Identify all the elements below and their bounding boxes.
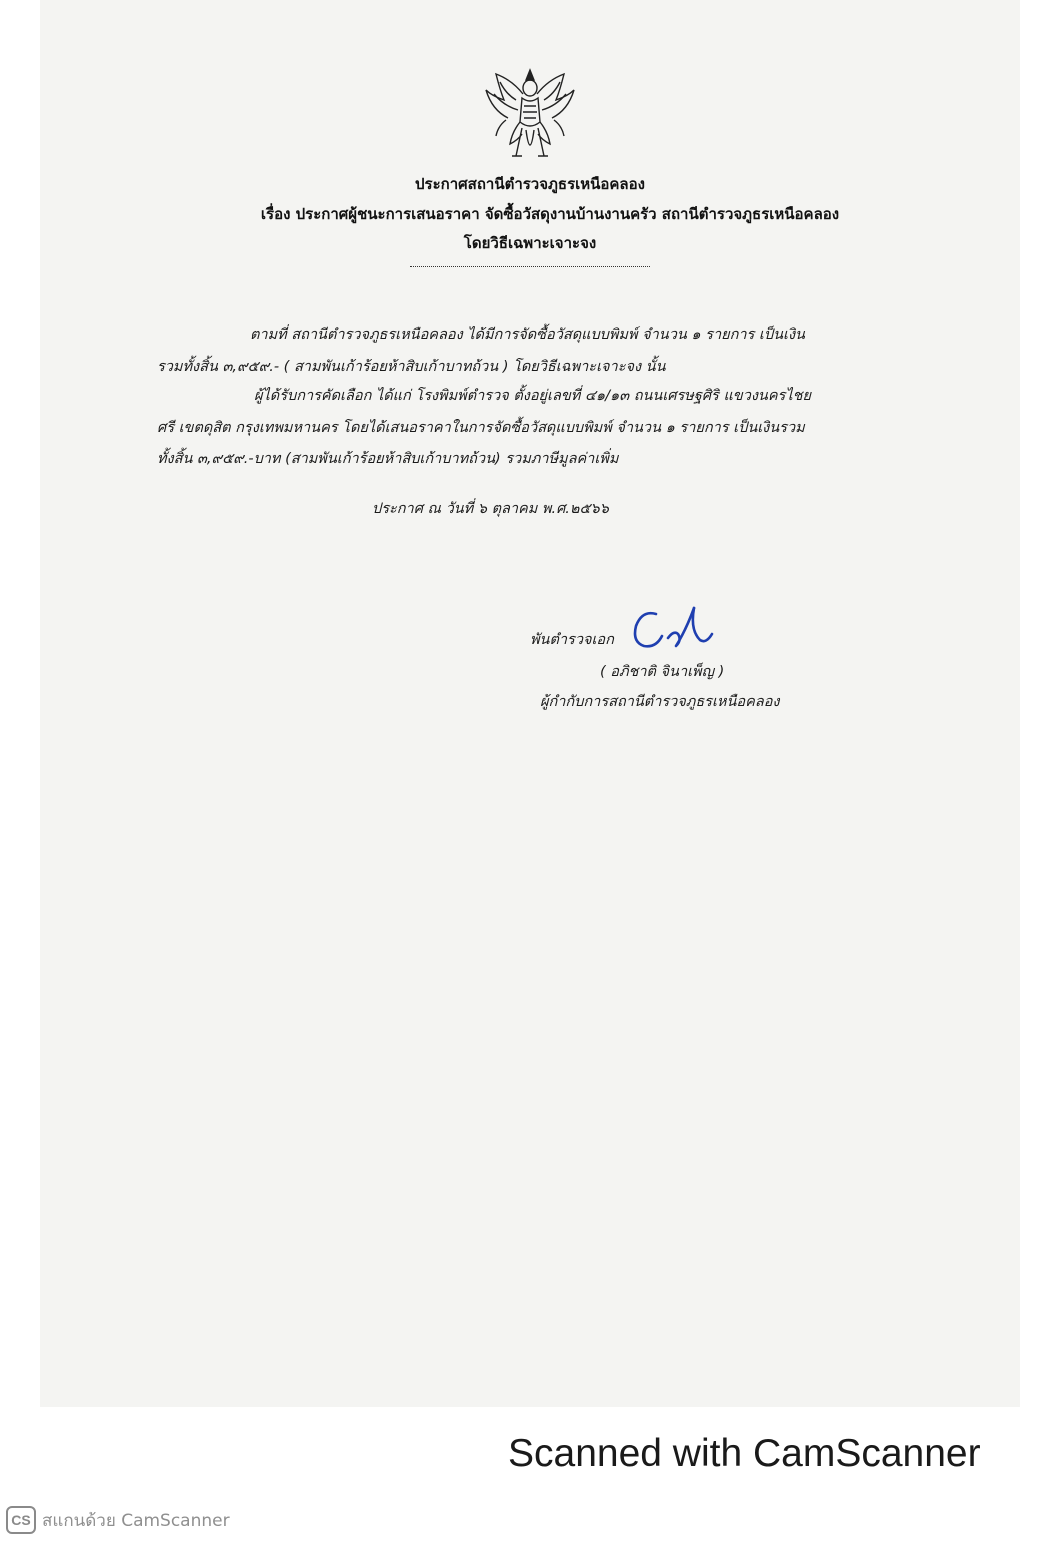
handwritten-signature [628,600,718,660]
body-line: ทั้งสิ้น ๓,๙๕๙.-บาท (สามพันเก้าร้อยห้าสิบเก้าบาทถ้วน) รวมภาษีมูลค่าเพิ่ม [157,451,619,467]
camscanner-logo-icon: CS [6,1506,36,1534]
announcement-date: ประกาศ ณ วันที่ ๖ ตุลาคม พ.ศ.๒๕๖๖ [372,501,609,517]
announcement-subject: เรื่อง ประกาศผู้ชนะการเสนอราคา จัดซื้อวัสดุงานบ้านงานครัว สถานีตำรวจภูธรเหนือคลอง [260,205,840,223]
signatory-position: ผู้กำกับการสถานีตำรวจภูธรเหนือคลอง [540,694,780,710]
signatory-name: ( อภิชาติ จินาเพ็ญ ) [600,664,725,680]
announcement-title: ประกาศสถานีตำรวจภูธรเหนือคลอง [415,175,645,193]
dotted-divider [410,266,650,267]
body-line: ศรี เขตดุสิต กรุงเทพมหานคร โดยได้เสนอราคาในการจัดซื้อวัสดุแบบพิมพ์ จำนวน ๑ รายการ เป็นเงินรวม [157,420,805,436]
watermark-text: สแกนด้วย CamScanner [42,1510,230,1531]
announcement-method: โดยวิธีเฉพาะเจาะจง [463,234,597,252]
body-line: ตามที่ สถานีตำรวจภูธรเหนือคลอง ได้มีการจัดซื้อวัสดุแบบพิมพ์ จำนวน ๑ รายการ เป็นเงิน [250,327,805,343]
body-line: ผู้ได้รับการคัดเลือก ได้แก่ โรงพิมพ์ตำรวจ ตั้งอยู่เลขที่ ๔๑/๑๓ ถนนเศรษฐศิริ แขวงนครไชย [254,388,811,404]
camscanner-watermark [6,1505,230,1535]
body-line: รวมทั้งสิ้น ๓,๙๕๙.- ( สามพันเก้าร้อยห้าสิบเก้าบาทถ้วน ) โดยวิธีเฉพาะเจาะจง นั้น [157,359,666,375]
signatory-rank: พันตำรวจเอก [530,632,614,648]
garuda-emblem-icon [482,60,578,166]
scanned-with-label: Scanned with CamScanner [508,1432,981,1475]
